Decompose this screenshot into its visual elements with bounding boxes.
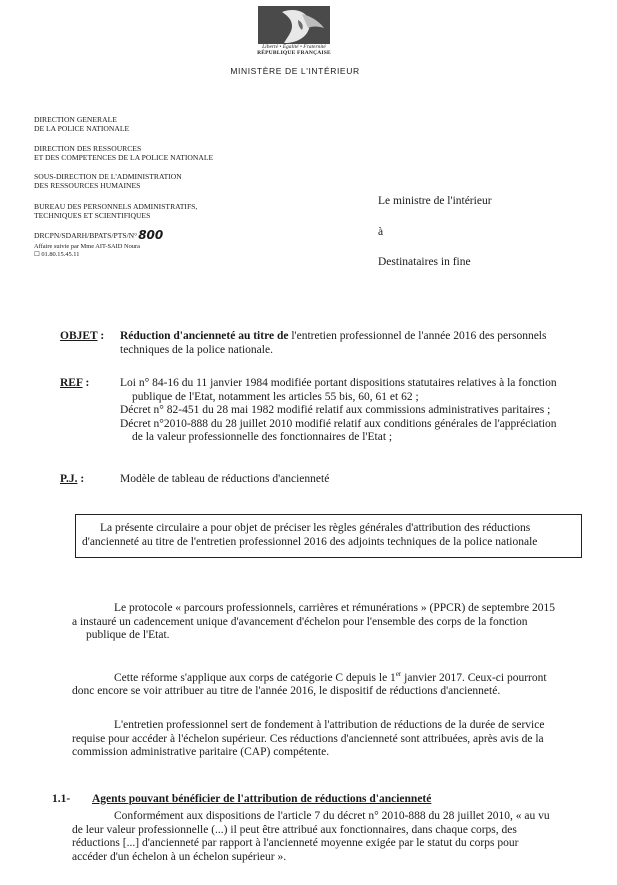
circular-summary-box [75,514,582,558]
to-word: à [378,226,384,238]
sender-block-sdarh [34,172,182,190]
republic-motto: Liberté • Égalité • Fraternité [262,44,326,50]
phone-number: ☐ 01.80.15.45.11 [34,251,80,258]
reference-prefix: DRCPN/SDARH/BPATS/PTS/N° [34,231,138,240]
sender-block-drcpn [34,144,213,162]
sender-line: TECHNIQUES ET SCIENTIFIQUES [34,211,151,220]
ref-list [120,377,590,445]
paragraph-reform: Cette réforme s'applique aux corps de catégorie C depuis le 1er janvier 2017. Ceux-ci pourront donc encore se voir attribuer au titre de l'année 2016, le dispositif de réductions d'ancienneté. [72,670,547,698]
marianne-logo [258,6,330,44]
objet-text: Réduction d'ancienneté au titre de l'entretien professionnel de l'année 2016 des personnels techniques de la police nationale. [120,330,547,356]
sender-line: DIRECTION DES RESSOURCES [34,144,142,153]
ref-line: Décret n°2010-888 du 28 juillet 2010 modifié relatif aux conditions générales de l'appréciation [120,417,557,430]
sender-line: SOUS-DIRECTION DE L'ADMINISTRATION [34,172,182,181]
ministry-name: MINISTÈRE DE L'INTÉRIEUR [230,66,360,76]
sender-line: DE LA POLICE NATIONALE [34,124,130,133]
section-title: Agents pouvant bénéficier de l'attribution de réductions d'ancienneté [92,793,432,805]
ref-label: REF : [60,377,90,389]
summary-line: La présente circulaire a pour objet de préciser les règles générales d'attribution des réductions [100,522,531,534]
pj-label: P.J. : [60,473,85,485]
ref-line: Loi n° 84-16 du 11 janvier 1984 modifiée portant dispositions statutaires relatives à la fonction [120,377,557,389]
recipients: Destinataires in fine [378,256,471,268]
reference-number-handwritten: 800 [138,228,164,242]
followed-by: Affaire suivie par Mme AIT-SAID Noura [34,243,140,250]
sender-minister: Le ministre de l'intérieur [378,195,492,207]
paragraph-interview: L'entretien professionnel sert de fondement à l'attribution de réductions de la durée de service requise pour accéder à l'échelon supérieur. Ces réductions d'ancienneté sont attribuées, après avis de la commission administrative paritaire (CAP) compétente. [72,719,545,758]
republic-name: RÉPUBLIQUE FRANÇAISE [257,50,331,56]
paragraph-ppcr: Le protocole « parcours professionnels, carrières et rémunérations » (PPCR) de septembre 2015 a instauré un cadencement unique d'avancement d'échelon pour l'ensemble des corps de la fonction publique de l'Etat. [72,602,556,641]
objet-label: OBJET : [60,330,105,342]
pj-text: Modèle de tableau de réductions d'ancienneté [120,473,330,485]
ref-line: Décret n° 82-451 du 28 mai 1982 modifié relatif aux commissions administratives paritaires ; [120,404,551,416]
summary-line: d'ancienneté au titre de l'entretien professionnel 2016 des adjoints techniques de la police nationale [82,536,538,548]
sender-block-dgpn [34,115,129,133]
sender-block-bpats [34,202,197,220]
objet-bold: Réduction d'ancienneté au titre de [120,330,289,342]
ref-line: de la valeur professionnelle des fonctionnaires de l'Etat ; [132,431,393,443]
sender-line: DES RESSOURCES HUMAINES [34,181,141,190]
sender-line: BUREAU DES PERSONNELS ADMINISTRATIFS, [34,202,198,211]
sender-line: ET DES COMPETENCES DE LA POLICE NATIONALE [34,153,214,162]
ref-line: publique de l'Etat, notamment les articles 55 bis, 60, 61 et 62 ; [132,390,419,403]
reference-code [34,230,163,240]
section-body: Conformément aux dispositions de l'article 7 du décret n° 2010-888 du 28 juillet 2010, « au vu de leur valeur professionnelle (...) il peut être attribué aux fonctionnaires, dans chaque corps, des réductions [...] d'ancienneté par rapport à l'ancienneté moyenne exigée par le statut du corps pour accéder d'un échelon à un échelon supérieur ». [72,810,550,863]
sender-line: DIRECTION GENERALE [34,115,117,124]
section-number: 1.1- [52,793,71,805]
